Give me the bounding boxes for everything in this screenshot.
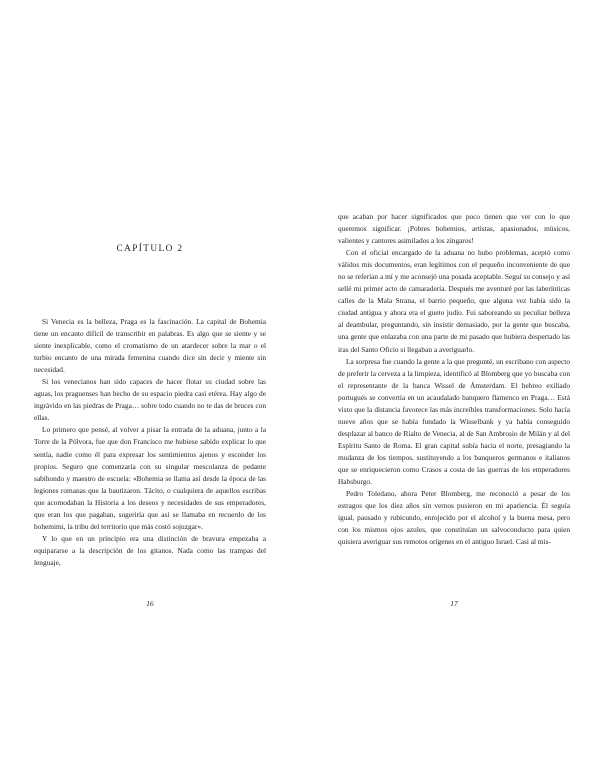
paragraph: Pedro Toledano, ahora Peter Blomberg, me reconoció a pesar de los estragos que los diez años sin vernos pusieron en mi apariencia. Él seguía igual, pausado y rubicundo, enrojecido por el alcohol y la buena mesa, pero con los mismos ojos azules, que constituían un salvoconducto para quien quisiera averiguar sus remotos orígenes en el antiguo Israel. Casi al mis- — [338, 489, 570, 547]
right-page — [338, 0, 570, 775]
paragraph: Si los venecianos han sido capaces de hacer flotar su ciudad sobre las aguas, los praguenses han hecho de su espacio piedra casi etérea. Hay algo de ingrávido en las piedras de Praga… sobre todo cuando no te das de bruces con ellas. — [34, 377, 266, 423]
paragraph: Si Venecia es la belleza, Praga es la fascinación. La capital de Bohemia tiene un encanto difícil de transcribir en palabras. Es algo que se siente y se siente inexplicable, como el cromatismo de un atardecer sobre la mar o el turbio encanto de una mirada femenina cuando dice sin decir y miente sin necesidad. — [34, 317, 266, 375]
page-number-right: 17 — [450, 599, 458, 608]
chapter-title: CAPÍTULO 2 — [116, 244, 184, 254]
paragraph: Lo primero que pensé, al volver a pisar la entrada de la aduana, junto a la Torre de la Pólvora, fue que don Francisco me hubiese sabido explicar lo que sentía, nadie como él para expresar los sentimientos ajenos y esconder los propios. Seguro que comenzaría con su singular mescolanza de pedante sabihondo y maestro de escuela: «Bohemia se llama así desde la época de las legiones romanas que la bautizaron. Tácito, o cualquiera de aquellos escribas que acomodaban la Historia a los deseos y necesidades de sus emperadores, que eran los que pagaban, sugeriría que así se llamaba en recuerdo de los bohemimi, la tribu del territorio que más costó sojuzgar». — [34, 425, 266, 531]
right-body-text — [338, 211, 570, 548]
paragraph: que acaban por hacer significados que poco tienen que ver con lo que queremos significar. ¡Pobres bohemios, artistas, apasionados, músicos, valientes y cantores asimilados a los zíngaros! — [338, 212, 570, 246]
paragraph: Y lo que en un principio era una distinción de bravura empezaba a equipararse a la descripción de los gitanos. Nada como las trampas del lenguaje, — [34, 533, 266, 567]
paragraph: Con el oficial encargado de la aduana no hubo problemas, aceptó como válidos mis documentos, eran legítimos con el pequeño inconveniente de que no se referían a mí y me aconsejó una posada aceptable. Seguí su consejo y así sellé mi primer acto de camaradería. Después me aventuré por las laberínticas calles de la Mala Strana, el barrio pequeño, que alguna vez había sido la ciudad antigua y ahora era el gueto judío. Fui saboreando su peculiar belleza al deambular, preguntando, sin insistir demasiado, por la gente que buscaba, una gente que enlazaba con una parte de mi pasado que hubiera despertado las iras del Santo Oficio si llegaban a averiguarlo. — [338, 248, 570, 354]
left-page — [34, 0, 266, 775]
page-number-left: 16 — [146, 599, 154, 608]
left-body-text — [34, 316, 266, 569]
paragraph: La sorpresa fue cuando la gente a la que pregunté, un escribano con aspecto de preferir la cerveza a la limpieza, identificó al Blomberg que yo buscaba con el representante de la banca Wissel de Ámsterdam. El hebreo exiliado portugués se convertía en un acaudalado banquero flamenco en Praga… Está visto que la distancia favorece las más increíbles transformaciones. Solo hacía nueve años que se había fundado la Wisselbank y ya había conseguido desplazar al banco de Rialto de Venecia, al de San Ambrosio de Milán y al del Espíritu Santo de Roma. El gran capital subía hacia el norte, presagiando la mudanza de los tiempos, sustituyendo a los banqueros germanos e italianos que se enriquecieron como Crasos a costa de las guerras de los emperadores Habsburgo. — [338, 356, 570, 487]
